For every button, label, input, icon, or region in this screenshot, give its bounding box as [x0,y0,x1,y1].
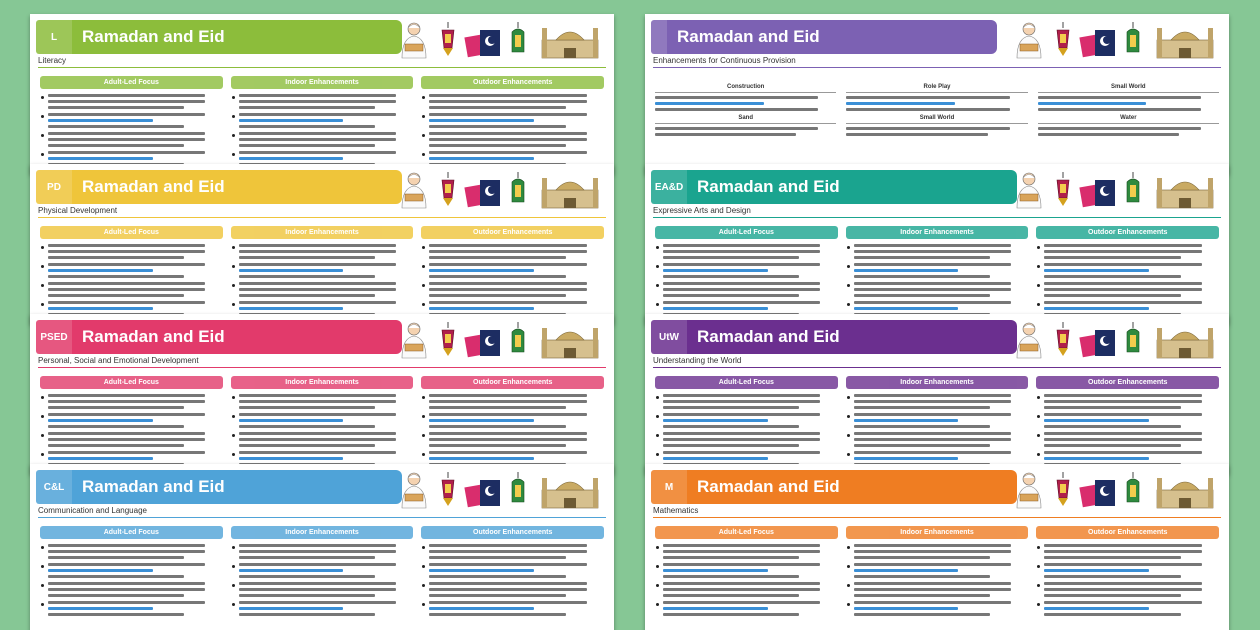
subject-label: Understanding the World [653,356,742,365]
column-heading: Adult-Led Focus [655,376,838,389]
text-item [231,113,414,128]
text-item [1036,263,1219,278]
provision-heading: Small World [1038,84,1219,93]
text-item [655,563,838,578]
focus-column [421,526,604,620]
lantern-green-icon [512,472,524,502]
ramadan-illustrations [1011,470,1221,512]
text-item [231,244,414,259]
text-item [655,263,838,278]
focus-column [1036,526,1219,620]
column-heading: Adult-Led Focus [40,376,223,389]
focus-column [231,226,414,320]
text-item [231,582,414,597]
title-band [36,470,402,504]
text-item [655,432,838,447]
text-item [421,394,604,409]
lantern-icon [442,22,454,56]
quran-book-icon [464,180,500,207]
text-item [846,282,1029,297]
focus-column [846,526,1029,620]
text-item [1036,601,1219,616]
mosque-icon [542,478,598,508]
text-item [1036,432,1219,447]
column-heading: Outdoor Enhancements [421,376,604,389]
provision-heading: Sand [655,115,836,124]
provision-column [846,84,1027,139]
column-heading: Indoor Enhancements [846,226,1029,239]
text-item [655,601,838,616]
text-item [421,544,604,559]
column-heading: Adult-Led Focus [40,526,223,539]
lantern-green-icon [512,322,524,352]
column-heading: Outdoor Enhancements [1036,526,1219,539]
mosque-icon [1157,478,1213,508]
focus-column [846,226,1029,320]
quran-book-icon [464,30,500,57]
text-item [421,244,604,259]
planning-sheet [30,464,614,630]
mosque-icon [1157,328,1213,358]
area-badge: EA&D [651,170,687,204]
text-item [846,582,1029,597]
mosque-icon [542,28,598,58]
text-item [231,544,414,559]
title-band [651,20,997,54]
focus-column [231,376,414,470]
column-heading: Outdoor Enhancements [421,76,604,89]
text-item [846,601,1029,616]
column-heading: Adult-Led Focus [655,526,838,539]
text-item [40,544,223,559]
text-item [421,132,604,147]
title-band [36,320,402,354]
sheet-title: Ramadan and Eid [72,470,402,504]
text-item [40,113,223,128]
sheet-title: Ramadan and Eid [72,20,402,54]
area-badge: UtW [651,320,687,354]
lantern-green-icon [1127,472,1139,502]
text-item [846,544,1029,559]
text-item [40,282,223,297]
text-item [40,601,223,616]
boy-reading-icon [402,23,426,58]
column-heading: Adult-Led Focus [40,76,223,89]
planning-sheet [645,14,1229,174]
column-heading: Indoor Enhancements [846,376,1029,389]
sheet-title: Ramadan and Eid [72,170,402,204]
planning-sheet [645,164,1229,324]
subject-label: Enhancements for Continuous Provision [653,56,796,65]
column-heading: Indoor Enhancements [231,376,414,389]
focus-column [421,226,604,320]
quran-book-icon [464,330,500,357]
subject-label: Physical Development [38,206,118,215]
text-item [40,582,223,597]
lantern-green-icon [512,22,524,52]
boy-reading-icon [402,173,426,208]
column-heading: Indoor Enhancements [231,226,414,239]
text-item [231,601,414,616]
sheet-title: Ramadan and Eid [667,20,997,54]
focus-column [655,526,838,620]
sheet-title: Ramadan and Eid [687,170,1017,204]
focus-column [40,76,223,170]
mosque-icon [542,178,598,208]
focus-column [846,376,1029,470]
text-item [40,94,223,109]
planning-sheet [30,164,614,324]
quran-book-icon [1079,180,1115,207]
boy-reading-icon [1017,23,1041,58]
text-item [846,563,1029,578]
text-item [846,432,1029,447]
text-item [421,282,604,297]
column-heading: Adult-Led Focus [655,226,838,239]
text-item [40,263,223,278]
column-heading: Outdoor Enhancements [421,226,604,239]
text-item [40,132,223,147]
text-item [231,394,414,409]
focus-column [1036,226,1219,320]
focus-column [40,526,223,620]
lantern-icon [442,322,454,356]
text-item [421,601,604,616]
lantern-icon [1057,472,1069,506]
lantern-green-icon [1127,172,1139,202]
area-badge [651,20,667,54]
focus-column [655,226,838,320]
ramadan-illustrations [1011,170,1221,212]
text-item [40,394,223,409]
area-badge: L [36,20,72,54]
title-band [36,170,402,204]
sheet-title: Ramadan and Eid [687,470,1017,504]
text-item [421,94,604,109]
focus-column [421,376,604,470]
text-item [231,413,414,428]
mosque-icon [542,328,598,358]
divider [653,67,1221,68]
text-item [40,563,223,578]
lantern-icon [1057,322,1069,356]
lantern-icon [442,172,454,206]
area-badge: C&L [36,470,72,504]
mosque-icon [1157,28,1213,58]
ramadan-illustrations [396,320,606,362]
text-item [1036,544,1219,559]
text-item [1036,563,1219,578]
text-item [655,582,838,597]
text-item [231,432,414,447]
text-item [846,263,1029,278]
provision-heading: Water [1038,115,1219,124]
text-item [1036,582,1219,597]
boy-reading-icon [402,473,426,508]
lantern-icon [442,472,454,506]
focus-column [40,226,223,320]
column-heading: Indoor Enhancements [846,526,1029,539]
subject-label: Expressive Arts and Design [653,206,751,215]
planning-sheet [30,14,614,174]
focus-column [231,526,414,620]
column-heading: Adult-Led Focus [40,226,223,239]
provision-heading: Role Play [846,84,1027,93]
provision-column [655,84,836,139]
provision-heading: Construction [655,84,836,93]
text-item [655,413,838,428]
divider [38,217,606,218]
ramadan-illustrations [396,470,606,512]
text-item [655,544,838,559]
text-item [231,282,414,297]
column-heading: Outdoor Enhancements [1036,376,1219,389]
subject-label: Personal, Social and Emotional Development [38,356,199,365]
ramadan-illustrations [1011,320,1221,362]
area-badge: PSED [36,320,72,354]
lantern-icon [1057,172,1069,206]
text-item [1036,413,1219,428]
divider [653,217,1221,218]
focus-column [655,376,838,470]
focus-column [1036,376,1219,470]
quran-book-icon [1079,330,1115,357]
subject-label: Mathematics [653,506,699,515]
text-item [40,413,223,428]
provision-heading: Small World [846,115,1027,124]
divider [38,367,606,368]
text-item [231,94,414,109]
text-item [846,413,1029,428]
divider [38,517,606,518]
lantern-icon [1057,22,1069,56]
provision-column [1038,84,1219,139]
column-heading: Indoor Enhancements [231,76,414,89]
text-item [231,563,414,578]
text-item [421,563,604,578]
title-band [651,470,1017,504]
text-item [421,113,604,128]
planning-sheet [645,314,1229,474]
focus-column [421,76,604,170]
text-item [40,244,223,259]
focus-column [231,76,414,170]
text-item [1036,394,1219,409]
lantern-green-icon [1127,322,1139,352]
divider [653,517,1221,518]
divider [653,367,1221,368]
column-heading: Outdoor Enhancements [1036,226,1219,239]
lantern-green-icon [1127,22,1139,52]
boy-reading-icon [1017,473,1041,508]
title-band [651,170,1017,204]
quran-book-icon [1079,480,1115,507]
focus-column [40,376,223,470]
boy-reading-icon [402,323,426,358]
boy-reading-icon [1017,173,1041,208]
text-item [421,413,604,428]
mosque-icon [1157,178,1213,208]
boy-reading-icon [1017,323,1041,358]
ramadan-illustrations [396,170,606,212]
sheet-title: Ramadan and Eid [687,320,1017,354]
text-item [1036,282,1219,297]
text-item [421,582,604,597]
column-heading: Outdoor Enhancements [421,526,604,539]
text-item [1036,244,1219,259]
lantern-green-icon [512,172,524,202]
title-band [36,20,402,54]
planning-sheet [645,464,1229,630]
text-item [655,282,838,297]
subject-label: Literacy [38,56,67,65]
text-item [231,132,414,147]
column-heading: Indoor Enhancements [231,526,414,539]
text-item [40,432,223,447]
divider [38,67,606,68]
subject-label: Communication and Language [38,506,147,515]
sheet-title: Ramadan and Eid [72,320,402,354]
text-item [846,394,1029,409]
quran-book-icon [464,480,500,507]
ramadan-illustrations [1011,20,1221,62]
title-band [651,320,1017,354]
text-item [231,263,414,278]
text-item [655,394,838,409]
text-item [421,432,604,447]
area-badge: PD [36,170,72,204]
text-item [421,263,604,278]
text-item [846,244,1029,259]
text-item [655,244,838,259]
area-badge: M [651,470,687,504]
quran-book-icon [1079,30,1115,57]
ramadan-illustrations [396,20,606,62]
planning-sheet [30,314,614,474]
